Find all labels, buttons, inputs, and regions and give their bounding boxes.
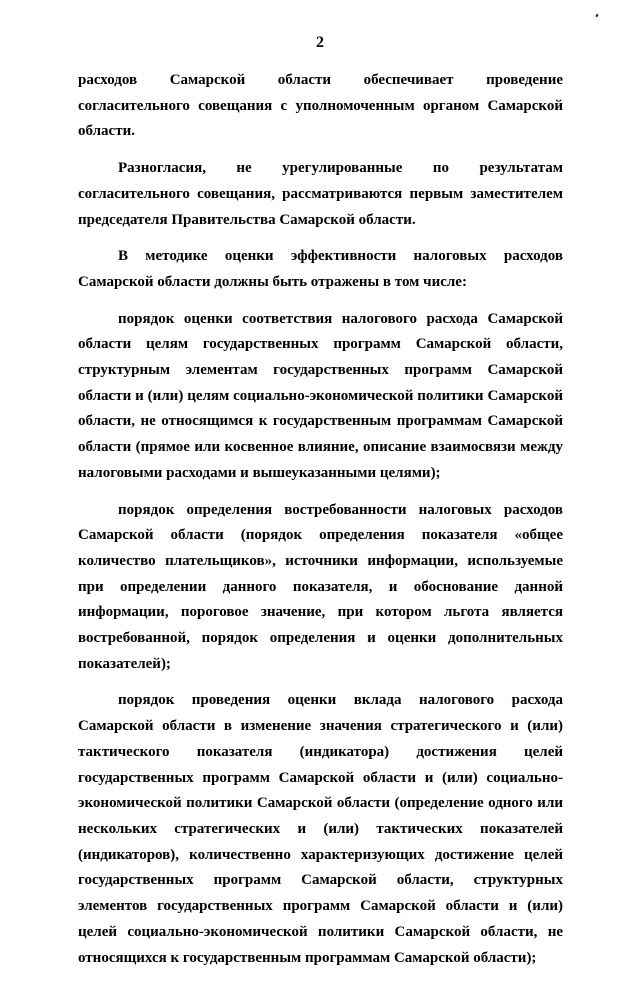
scan-speck	[595, 14, 598, 18]
document-body	[78, 68, 563, 982]
paragraph-methodology-intro: В методике оценки эффективности налоговых расходов Самарской области должны быть отражены в том числе:	[78, 248, 563, 290]
paragraph-continuation: расходов Самарской области обеспечивает проведение согласительного совещания с уполномоченным органом Самарской области.	[78, 72, 563, 140]
paragraph-contribution-assessment: порядок проведения оценки вклада налогового расхода Самарской области в изменение значения стратегического и (или) тактического показателя (индикатора) достижения целей государственных программ Самарской области и (или) социально-экономической политики Самарской области (определение одного или нескольких стратегических и (или) тактических показателей (индикаторов), количественно характеризующих достижение целей государственных программ Самарской области, структурных элементов государственных программ Самарской области и (или) целей социально-экономической политики Самарской области, не относящихся к государственным программам Самарской области);	[78, 692, 563, 966]
page-number: 2	[316, 34, 324, 51]
paragraph-disagreements: Разногласия, не урегулированные по результатам согласительного совещания, рассматриваются первым заместителем председателя Правительства Самарской области.	[78, 160, 563, 228]
paragraph-demand-determination: порядок определения востребованности налоговых расходов Самарской области (порядок определения показателя «общее количество плательщиков», источники информации, используемые при определении данного показателя, и обоснование данной информации, пороговое значение, при котором льгота является востребованной, порядок определения и оценки дополнительных показателей);	[78, 501, 563, 672]
paragraph-compliance-assessment: порядок оценки соответствия налогового расхода Самарской области целям государственных программ Самарской области, структурным элементам государственных программ Самарской области и (или) целям социально-экономической политики Самарской области, не относящимся к государственным программам Самарской области (прямое или косвенное влияние, описание взаимосвязи между налоговыми расходами и вышеуказанными целями);	[78, 310, 563, 481]
